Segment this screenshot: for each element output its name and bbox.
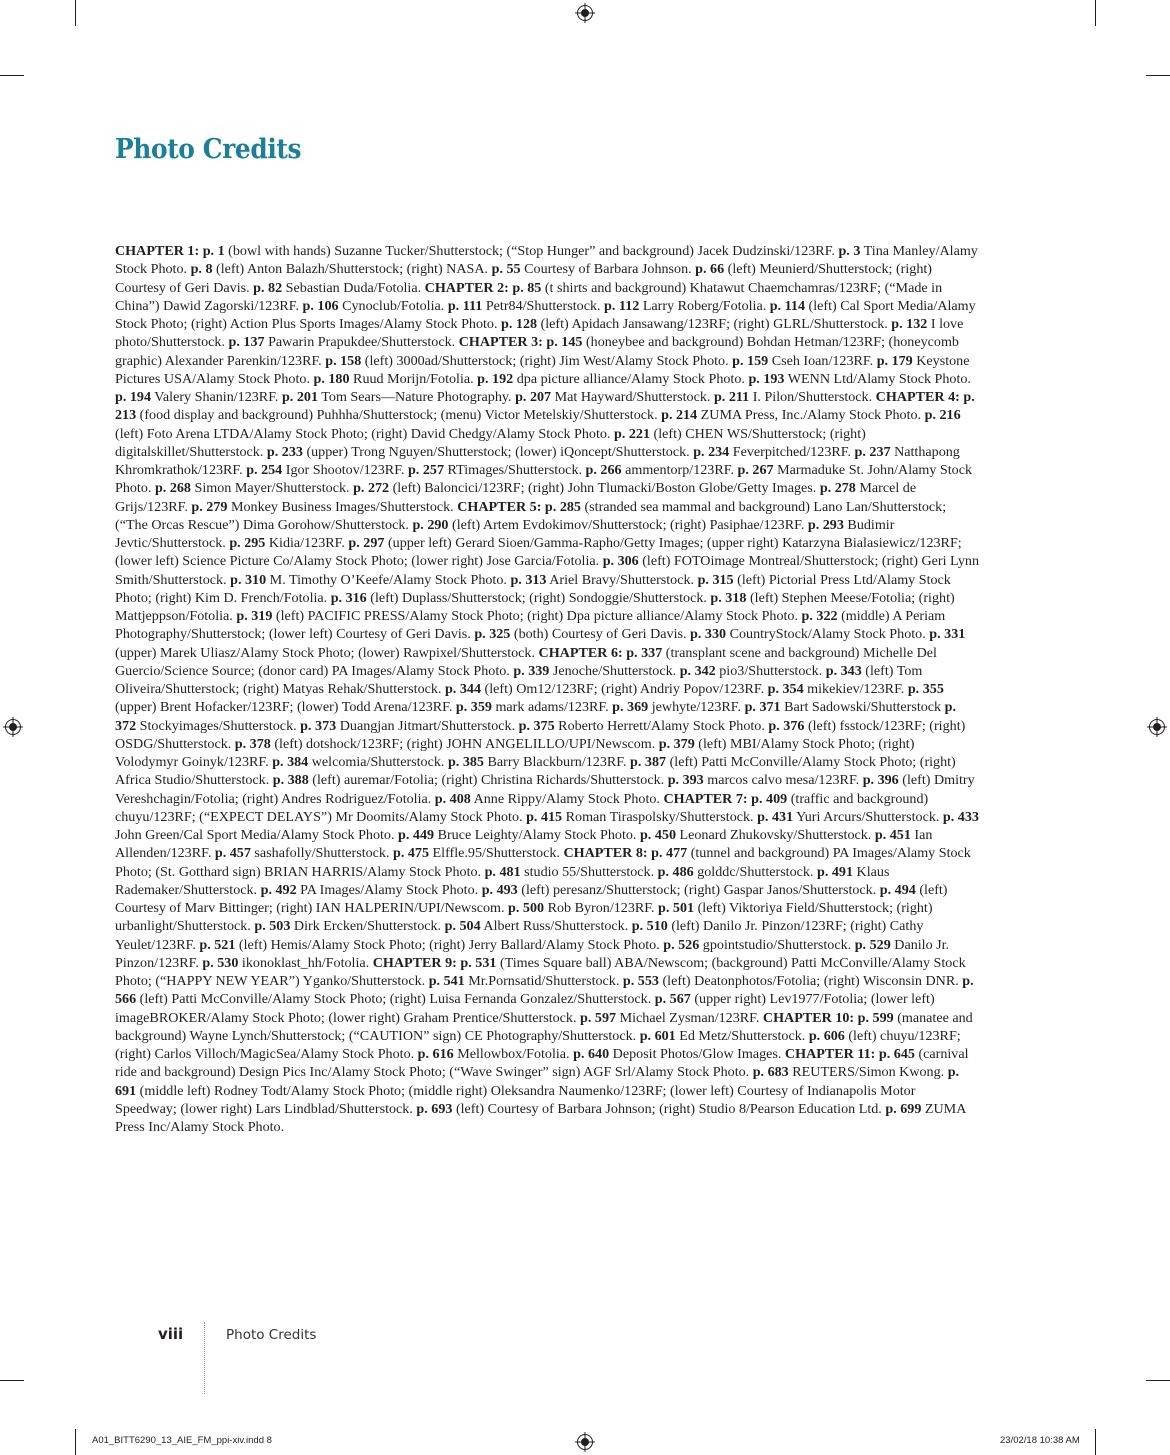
credit-page-ref: p. 237 — [854, 443, 891, 460]
credit-page-ref: p. 179 — [876, 352, 913, 369]
credit-page-ref: p. 193 — [748, 370, 785, 387]
credit-page-ref: p. 510 — [631, 918, 668, 935]
credit-page-ref: p. 393 — [667, 772, 704, 789]
credit-text: Bruce Leighty/Alamy Stock Photo. — [434, 827, 640, 843]
credit-page-ref: p. 194 — [115, 389, 152, 405]
credit-text: Mat Hayward/Shutterstock. — [551, 389, 714, 405]
credit-page-ref: p. 475 — [393, 845, 430, 862]
credit-page-ref: p. 111 — [447, 297, 483, 314]
credit-text: (left) 3000ad/Shutterstock; (right) Jim West/Alamy Stock Photo. — [361, 352, 733, 369]
credit-page-ref: p. 268 — [154, 480, 191, 497]
credit-text: Simon Mayer/Shutterstock. — [190, 480, 354, 497]
credit-page-ref: p. 254 — [246, 462, 283, 478]
credit-page-ref: p. 691 — [115, 1064, 960, 1099]
crop-mark — [0, 1380, 24, 1381]
credit-text: Dirk Ercken/Shutterstock. — [290, 918, 445, 935]
credit-page-ref: CHAPTER 1: p. 1 — [115, 243, 225, 259]
credit-text: gpointstudio/Shutterstock. — [699, 936, 855, 953]
credit-text: Natthapong Khromkrathok/123RF. — [115, 443, 960, 478]
credit-page-ref: p. 290 — [412, 516, 449, 533]
credit-text: ZUMA Press, Inc./Alamy Stock Photo. — [697, 407, 925, 424]
credit-page-ref: p. 500 — [508, 900, 545, 916]
credit-text: (middle) A Periam Photography/Shutterstock; (lower left) Courtesy of Geri Davis. — [115, 608, 946, 643]
credit-page-ref: p. 158 — [325, 352, 362, 369]
running-footer-label: Photo Credits — [226, 1327, 317, 1343]
credit-page-ref: p. 699 — [885, 1100, 922, 1117]
credit-page-ref: p. 492 — [260, 881, 297, 898]
crop-mark — [75, 0, 76, 26]
credit-text: (left) auremar/Fotolia; (right) Christina Richards/Shutterstock. — [308, 772, 668, 789]
credit-text: Kidia/123RF. — [265, 535, 349, 551]
credit-page-ref: CHAPTER 11: p. 645 — [784, 1046, 915, 1062]
credit-page-ref: p. 82 — [253, 279, 283, 296]
crop-mark — [1095, 1429, 1096, 1455]
crop-mark — [1146, 1380, 1170, 1381]
credit-text: (left) Om12/123RF; (right) Andriy Popov/123RF. — [481, 681, 768, 697]
credit-text: (manatee and background) Wayne Lynch/Shutterstock; (“CAUTION” sign) CE Photography/Shutterstock. — [115, 1009, 973, 1044]
credit-text: Yuri Arcurs/Shutterstock. — [793, 808, 943, 825]
credit-text: CountryStock/Alamy Stock Photo. — [726, 626, 930, 643]
credit-page-ref: p. 128 — [501, 316, 538, 332]
credit-page-ref: p. 601 — [639, 1027, 676, 1044]
credit-page-ref: p. 233 — [266, 443, 303, 460]
credit-page-ref: p. 192 — [477, 370, 514, 387]
crop-mark — [0, 75, 24, 76]
credit-text: (upper) Trong Nguyen/Shutterstock; (lower) iQoncept/Shutterstock. — [302, 443, 694, 460]
credit-text: (t shirts and background) Khatawut Chaemchamras/123RF; (“Made in China”) Dawid Zagorski/123RF. — [115, 279, 943, 314]
credit-page-ref: p. 159 — [732, 352, 769, 369]
credit-text: Stockyimages/Shutterstock. — [136, 717, 301, 734]
credit-text: Roman Tiraspolsky/Shutterstock. — [562, 808, 758, 825]
credit-page-ref: p. 295 — [229, 535, 266, 551]
credit-text: (upper left) Gerard Sioen/Gamma-Rapho/Getty Images; (upper right) Katarzyna Bialasiewicz/123RF; (lower left) Science Picture Co/Alamy Stock Photo; (lower right) Jose Garcia/Fotolia. — [115, 535, 962, 570]
credit-text: (left) Patti McConville/Alamy Stock Photo; (right) Luisa Fernanda Gonzalez/Shutterstock. — [136, 991, 655, 1008]
credit-page-ref: p. 331 — [929, 626, 966, 643]
credit-text: Anne Rippy/Alamy Stock Photo. — [470, 790, 664, 807]
credit-page-ref: p. 504 — [444, 918, 481, 935]
credit-page-ref: p. 55 — [491, 261, 521, 278]
credit-text: Cseh Ioan/123RF. — [768, 352, 877, 369]
credit-page-ref: p. 278 — [819, 480, 856, 497]
credit-page-ref: p. 415 — [526, 808, 563, 825]
credit-page-ref: p. 211 — [713, 389, 750, 405]
credit-text: jewhyte/123RF. — [648, 699, 745, 716]
credit-text: RTimages/Shutterstock. — [444, 462, 586, 478]
credit-text: Budimir Jevtic/Shutterstock. — [115, 516, 895, 551]
page-title: Photo Credits — [115, 134, 302, 165]
credit-text: (left) fsstock/123RF; (right) OSDG/Shutterstock. — [115, 717, 966, 752]
credit-page-ref: CHAPTER 9: p. 531 — [372, 954, 497, 971]
credit-page-ref: CHAPTER 7: p. 409 — [663, 790, 788, 807]
credit-page-ref: p. 553 — [622, 973, 659, 989]
credit-text: (left) Courtesy of Barbara Johnson; (right) Studio 8/Pearson Education Ltd. — [452, 1100, 886, 1117]
credit-text: Mr.Pornsatid/Shutterstock. — [464, 973, 623, 989]
credit-text: Mellowbox/Fotolia. — [453, 1046, 574, 1062]
credit-text: (food display and background) Puhhha/Shutterstock; (menu) Victor Metelskiy/Shutterstock. — [136, 407, 662, 424]
credit-text: Petr84/Shutterstock. — [482, 297, 605, 314]
credit-text: Leonard Zhukovsky/Shutterstock. — [676, 827, 875, 843]
credit-page-ref: CHAPTER 10: p. 599 — [762, 1009, 894, 1026]
credit-page-ref: p. 293 — [807, 516, 844, 533]
credit-page-ref: p. 214 — [661, 407, 698, 424]
credit-text: (stranded sea mammal and background) Lano Lan/Shutterstock; (“The Orcas Rescue”) Dima Gorohow/Shutterstock. — [115, 498, 947, 533]
credit-text: Bart Sadowski/Shutterstock — [780, 699, 945, 716]
credit-page-ref: p. 114 — [769, 297, 806, 314]
crop-mark — [75, 1429, 76, 1455]
credit-page-ref: p. 369 — [612, 699, 649, 716]
credit-text: marcos calvo mesa/123RF. — [703, 772, 863, 789]
credit-text: (bowl with hands) Suzanne Tucker/Shutterstock; (“Stop Hunger” and background) Jacek Dudzinski/123RF. — [224, 243, 839, 259]
credit-page-ref: CHAPTER 4: p. 213 — [115, 389, 975, 424]
credit-page-ref: p. 310 — [230, 571, 267, 588]
credit-text: Marmaduke St. John/Alamy Stock Photo. — [115, 462, 973, 497]
credit-text: Courtesy of Barbara Johnson. — [520, 261, 696, 278]
credit-page-ref: p. 315 — [697, 571, 734, 588]
credit-text: Albert Russ/Shutterstock. — [480, 918, 632, 935]
registration-mark-icon — [1147, 717, 1167, 737]
credit-text: (left) MBI/Alamy Stock Photo; (right) Volodymyr Goinyk/123RF. — [115, 735, 915, 770]
credit-page-ref: p. 137 — [228, 334, 265, 351]
credit-page-ref: CHAPTER 6: p. 337 — [538, 644, 663, 661]
credit-text: Danilo Jr. Pinzon/123RF. — [115, 936, 950, 971]
credit-text: (left) Dmitry Vereshchagin/Fotolia; (right) Andres Rodriguez/Fotolia. — [115, 772, 975, 807]
credit-page-ref: p. 318 — [710, 589, 747, 606]
credit-page-ref: p. 266 — [585, 462, 622, 478]
credit-page-ref: p. 450 — [639, 827, 676, 843]
credit-text: Klaus Rademaker/Shutterstock. — [115, 863, 890, 898]
credit-page-ref: p. 207 — [515, 389, 552, 405]
credit-text: (left) Tom Oliveira/Shutterstock; (right) Matyas Rehak/Shutterstock. — [115, 662, 923, 697]
credit-page-ref: p. 503 — [254, 918, 291, 935]
credit-text: Ariel Bravy/Shutterstock. — [546, 571, 698, 588]
slug-date: 23/02/18 10:38 AM — [1000, 1435, 1080, 1446]
credit-text: (left) Duplass/Shutterstock; (right) Sondoggie/Shutterstock. — [366, 589, 711, 606]
credit-text: studio 55/Shutterstock. — [520, 863, 658, 880]
credit-page-ref: p. 541 — [428, 973, 465, 989]
credit-text: (left) Deatonphotos/Fotolia; (right) Wisconsin DNR. — [658, 973, 963, 989]
credit-page-ref: p. 376 — [768, 717, 805, 734]
credit-page-ref: p. 530 — [202, 954, 239, 971]
credit-text: (honeybee and background) Bohdan Hetman/123RF; (honeycomb graphic) Alexander Parenkin/123RF. — [115, 334, 959, 369]
credit-page-ref: p. 342 — [679, 662, 716, 679]
credit-page-ref: p. 316 — [330, 589, 367, 606]
credit-page-ref: p. 388 — [272, 772, 309, 789]
credit-text: (left) dotshock/123RF; (right) JOHN ANGELILLO/UPI/Newscom. — [270, 735, 659, 752]
credit-text: Valery Shanin/123RF. — [151, 389, 282, 405]
credit-page-ref: p. 683 — [752, 1064, 789, 1081]
credit-page-ref: p. 354 — [767, 681, 804, 697]
credit-text: (left) Anton Balazh/Shutterstock; (right) NASA. — [212, 261, 492, 278]
registration-mark-icon — [575, 3, 595, 23]
credit-page-ref: p. 359 — [455, 699, 492, 716]
credit-page-ref: p. 521 — [199, 936, 236, 953]
credit-text: (left) Cal Sport Media/Alamy Stock Photo; (right) Action Plus Sports Images/Alamy Stock Photo. — [115, 297, 976, 332]
credit-page-ref: CHAPTER 2: p. 85 — [424, 279, 542, 296]
credit-page-ref: p. 693 — [416, 1100, 453, 1117]
credit-page-ref: p. 379 — [658, 735, 695, 752]
credit-text: Duangjan Jitmart/Shutterstock. — [336, 717, 519, 734]
credit-page-ref: p. 408 — [434, 790, 471, 807]
credit-text: golddc/Shutterstock. — [693, 863, 817, 880]
credit-page-ref: CHAPTER 3: p. 145 — [458, 334, 583, 351]
credit-text: Elffle.95/Shutterstock. — [429, 845, 564, 862]
credit-text: John Green/Cal Sport Media/Alamy Stock Photo. — [115, 827, 399, 843]
credit-page-ref: p. 216 — [924, 407, 961, 424]
credit-text: WENN Ltd/Alamy Stock Photo. — [784, 370, 971, 387]
credit-text: Rob Byron/123RF. — [544, 900, 659, 916]
credit-text: (left) CHEN WS/Shutterstock; (right) digitalskillet/Shutterstock. — [115, 425, 866, 460]
credit-text: Feverpitched/123RF. — [729, 443, 855, 460]
credit-text: (carnival ride and background) Design Pics Inc/Alamy Stock Photo; (“Wave Swinger” sign) AGF Srl/Alamy Stock Photo. — [115, 1046, 969, 1081]
credit-text: (left) Courtesy of Marv Bittinger; (right) IAN HALPERIN/UPI/Newscom. — [115, 881, 948, 916]
credit-page-ref: p. 201 — [281, 389, 318, 405]
credit-text: (left) peresanz/Shutterstock; (right) Gaspar Janos/Shutterstock. — [517, 881, 880, 898]
credit-text: (upper) Brent Hofacker/123RF; (lower) Todd Arena/123RF. — [115, 699, 456, 716]
credit-page-ref: p. 378 — [234, 735, 271, 752]
credit-text: (left) chuyu/123RF; (right) Carlos Villoch/MagicSea/Alamy Stock Photo. — [115, 1027, 961, 1062]
credit-page-ref: p. 344 — [444, 681, 481, 697]
credit-text: Sebastian Duda/Fotolia. — [282, 279, 425, 296]
credit-text: (upper right) Lev1977/Fotolia; (lower left) imageBROKER/Alamy Stock Photo; (lower right) Graham Prentice/Shutterstock. — [115, 991, 935, 1026]
credit-page-ref: p. 339 — [513, 662, 550, 679]
credit-text: (transplant scene and background) Michelle Del Guercio/Science Source; (donor card) PA Images/Alamy Stock Photo. — [115, 644, 937, 679]
credit-page-ref: p. 451 — [874, 827, 911, 843]
credit-page-ref: p. 221 — [613, 425, 651, 442]
credit-page-ref: p. 375 — [518, 717, 555, 734]
credit-text: I. Pilon/Shutterstock. — [749, 389, 876, 405]
credit-page-ref: p. 567 — [654, 991, 691, 1008]
credit-page-ref: p. 234 — [693, 443, 730, 460]
credit-page-ref: p. 640 — [573, 1046, 610, 1062]
credit-page-ref: p. 306 — [602, 553, 639, 570]
crop-mark — [1095, 0, 1096, 26]
credit-text: (Times Square ball) ABA/Newscom; (background) Patti McConville/Alamy Stock Photo; (“HAPPY NEW YEAR”) Yganko/Shutterstock. — [115, 954, 966, 989]
credit-text: ikonoklast_hh/Fotolia. — [238, 954, 373, 971]
slug-filename: A01_BITT6290_13_AIE_FM_ppi-xiv.indd 8 — [92, 1435, 272, 1446]
credit-page-ref: p. 325 — [474, 626, 511, 643]
credit-page-ref: p. 106 — [302, 297, 339, 314]
credit-text: Tina Manley/Alamy Stock Photo. — [115, 243, 978, 278]
credit-text: (left) Apidach Jansawang/123RF; (right) GLRL/Shutterstock. — [537, 316, 892, 332]
credit-text: Ed Metz/Shutterstock. — [675, 1027, 809, 1044]
credit-text: ZUMA Press Inc/Alamy Stock Photo. — [115, 1100, 966, 1135]
credit-page-ref: p. 319 — [236, 608, 273, 624]
credit-text: (tunnel and background) PA Images/Alamy Stock Photo; (St. Gotthard sign) BRIAN HARRIS/Alamy Stock Photo. — [115, 845, 971, 880]
credit-page-ref: CHAPTER 8: p. 477 — [563, 845, 688, 862]
credit-text: Deposit Photos/Glow Images. — [609, 1046, 785, 1062]
credit-page-ref: p. 355 — [907, 681, 944, 697]
credit-page-ref: p. 297 — [348, 535, 385, 551]
credit-page-ref: p. 486 — [657, 863, 694, 880]
credit-text: Roberto Herrett/Alamy Stock Photo. — [554, 717, 769, 734]
credit-text: (left) Foto Arena LTDA/Alamy Stock Photo; (right) David Chedgy/Alamy Stock Photo. — [115, 425, 614, 442]
credit-text: (left) Danilo Jr. Pinzon/123RF; (right) Cathy Yeulet/123RF. — [115, 918, 924, 953]
credit-text: Monkey Business Images/Shutterstock. — [227, 498, 458, 515]
credit-page-ref: p. 396 — [862, 772, 899, 789]
credit-page-ref: p. 431 — [757, 808, 794, 825]
credit-text: Keystone Pictures USA/Alamy Stock Photo. — [115, 352, 970, 387]
credit-text: ammentorp/123RF. — [621, 462, 738, 478]
page-number: viii — [158, 1325, 184, 1343]
credit-text: M. Timothy O’Keefe/Alamy Stock Photo. — [266, 571, 511, 588]
credit-page-ref: p. 267 — [737, 462, 774, 478]
photo-credits-text — [115, 242, 979, 1136]
credit-text: pio3/Shutterstock. — [715, 662, 826, 679]
credit-page-ref: p. 373 — [300, 717, 337, 734]
credit-page-ref: p. 8 — [190, 261, 213, 278]
credit-text: Ian Allenden/123RF. — [115, 827, 933, 862]
credit-text: (left) Hemis/Alamy Stock Photo; (right) Jerry Ballard/Alamy Stock Photo. — [235, 936, 664, 953]
credit-page-ref: p. 132 — [891, 316, 928, 332]
credit-text: (left) Stephen Meese/Fotolia; (right) Mattjeppson/Fotolia. — [115, 589, 955, 624]
credit-page-ref: p. 387 — [630, 754, 667, 770]
credit-page-ref: p. 449 — [398, 827, 435, 843]
credit-page-ref: p. 322 — [801, 608, 838, 624]
credit-page-ref: p. 272 — [353, 480, 390, 497]
credit-text: (left) Viktoriya Field/Shutterstock; (right) urbanlight/Shutterstock. — [115, 900, 933, 935]
folio-divider — [204, 1322, 205, 1394]
credit-page-ref: p. 279 — [191, 498, 228, 515]
credit-page-ref: p. 112 — [604, 297, 640, 314]
credit-text: (left) PACIFIC PRESS/Alamy Stock Photo; (right) Dpa picture alliance/Alamy Stock Photo. — [272, 608, 802, 624]
credit-page-ref: p. 494 — [879, 881, 916, 898]
credit-text: REUTERS/Simon Kwong. — [788, 1064, 948, 1081]
credit-text: Tom Sears—Nature Photography. — [318, 389, 516, 405]
credit-text: (upper) Marek Uliasz/Alamy Stock Photo; (lower) Rawpixel/Shutterstock. — [115, 644, 539, 661]
registration-mark-icon — [3, 717, 23, 737]
credit-text: Pawarin Prapukdee/Shutterstock. — [264, 334, 459, 351]
credit-text: Cynoclub/Fotolia. — [338, 297, 448, 314]
credit-page-ref: p. 371 — [744, 699, 781, 716]
credit-page-ref: p. 433 — [942, 808, 979, 825]
credit-page-ref: p. 481 — [484, 863, 521, 880]
credit-text: (left) Patti McConville/Alamy Stock Photo; (right) Africa Studio/Shutterstock. — [115, 754, 956, 789]
credit-text: I love photo/Shutterstock. — [115, 316, 964, 351]
credit-text: mikekiev/123RF. — [803, 681, 908, 697]
credit-text: Barry Blackburn/123RF. — [483, 754, 631, 770]
credit-page-ref: p. 180 — [313, 370, 350, 387]
credit-page-ref: p. 526 — [663, 936, 700, 953]
credit-text: (middle left) Rodney Todt/Alamy Stock Photo; (middle right) Oleksandra Naumenko/123RF; (lower left) Courtesy of Indianapolis Motor Speedway; (lower right) Lars Lindblad/Shutterstock. — [115, 1082, 916, 1117]
credit-text: Jenoche/Shutterstock. — [549, 662, 680, 679]
credit-page-ref: p. 313 — [510, 571, 547, 588]
credit-page-ref: p. 384 — [272, 754, 309, 770]
credit-page-ref: p. 606 — [808, 1027, 845, 1044]
credit-text: (left) FOTOimage Montreal/Shutterstock; (right) Geri Lynn Smith/Shutterstock. — [115, 553, 979, 588]
credit-text: (left) Baloncici/123RF; (right) John Tlumacki/Boston Globe/Getty Images. — [389, 480, 820, 497]
credit-page-ref: p. 493 — [481, 881, 518, 898]
credit-text: dpa picture alliance/Alamy Stock Photo. — [513, 370, 749, 387]
credit-page-ref: p. 385 — [447, 754, 484, 770]
credit-text: sashafolly/Shutterstock. — [250, 845, 393, 862]
credit-text: Michael Zysman/123RF. — [616, 1009, 763, 1026]
credit-page-ref: p. 529 — [854, 936, 891, 953]
credit-page-ref: p. 343 — [825, 662, 862, 679]
credit-page-ref: p. 66 — [695, 261, 725, 278]
credit-text: Igor Shootov/123RF. — [282, 462, 408, 478]
credit-page-ref: CHAPTER 5: p. 285 — [457, 498, 581, 515]
credit-page-ref: p. 597 — [580, 1009, 617, 1026]
credit-text: PA Images/Alamy Stock Photo. — [296, 881, 482, 898]
credit-text: mark adams/123RF. — [491, 699, 613, 716]
credit-text: Larry Roberg/Fotolia. — [639, 297, 770, 314]
credit-page-ref: p. 566 — [115, 973, 974, 1008]
credit-text: Marcel de Grijs/123RF. — [115, 480, 917, 515]
credit-page-ref: p. 257 — [407, 462, 444, 478]
credit-text: Ruud Morijn/Fotolia. — [349, 370, 478, 387]
credit-text: (left) Meunierd/Shutterstock; (right) Courtesy of Geri Davis. — [115, 261, 932, 296]
credit-page-ref: p. 3 — [838, 243, 861, 259]
credit-text: (both) Courtesy of Geri Davis. — [510, 626, 691, 643]
credit-text: welcomia/Shutterstock. — [308, 754, 448, 770]
credit-page-ref: p. 501 — [658, 900, 695, 916]
registration-mark-icon — [575, 1432, 595, 1452]
crop-mark — [1146, 75, 1170, 76]
credit-page-ref: p. 616 — [417, 1046, 454, 1062]
credit-page-ref: p. 457 — [214, 845, 251, 862]
credit-page-ref: p. 372 — [115, 699, 956, 734]
credit-text: (left) Artem Evdokimov/Shutterstock; (right) Pasiphae/123RF. — [448, 516, 808, 533]
credit-page-ref: p. 491 — [817, 863, 854, 880]
credit-text: (traffic and background) chuyu/123RF; (“EXPECT DELAYS”) Mr Doomits/Alamy Stock Photo. — [115, 790, 929, 825]
credit-page-ref: p. 330 — [690, 626, 727, 643]
credit-text: (left) Pictorial Press Ltd/Alamy Stock Photo; (right) Kim D. French/Fotolia. — [115, 571, 951, 606]
